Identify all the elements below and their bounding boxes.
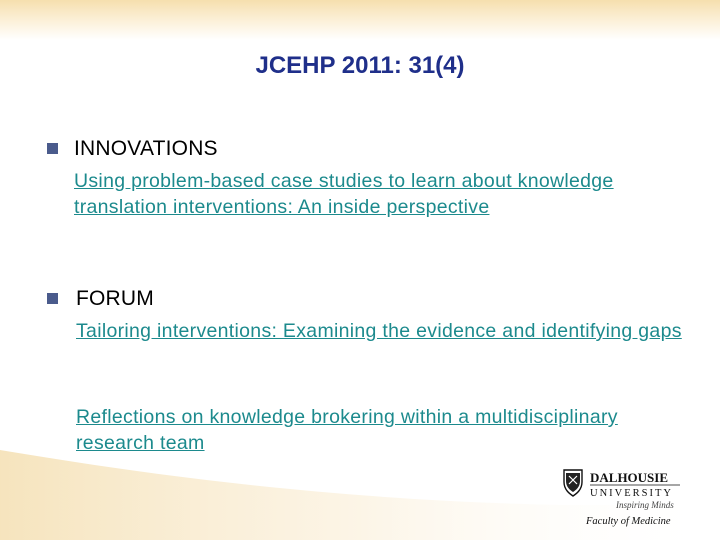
section-heading-label: INNOVATIONS <box>74 137 218 160</box>
dalhousie-logo <box>560 466 685 531</box>
section-heading-innovations <box>74 137 218 161</box>
crest-icon <box>564 470 582 496</box>
logo-faculty: Faculty of Medicine <box>586 516 671 527</box>
bullet-icon <box>47 143 58 154</box>
section-heading-forum <box>76 287 154 311</box>
logo-name-line2: UNIVERSITY <box>590 488 673 499</box>
slide-title: JCEHP 2011: 31(4) <box>255 52 465 79</box>
article-link-knowledge-brokering[interactable]: Reflections on knowledge brokering within a multidisciplinary research team <box>76 406 618 454</box>
article-link-tailoring[interactable]: Tailoring interventions: Examining the evidence and identifying gaps <box>76 320 682 342</box>
bullet-icon <box>47 293 58 304</box>
logo-tagline: Inspiring Minds <box>616 500 674 510</box>
article-link-problem-based[interactable]: Using problem-based case studies to learn about knowledge translation interventions: An inside perspective <box>74 170 614 218</box>
logo-name-line1: DALHOUSIE <box>590 470 669 485</box>
section-heading-label: FORUM <box>76 287 154 310</box>
top-gradient-band <box>0 0 720 40</box>
